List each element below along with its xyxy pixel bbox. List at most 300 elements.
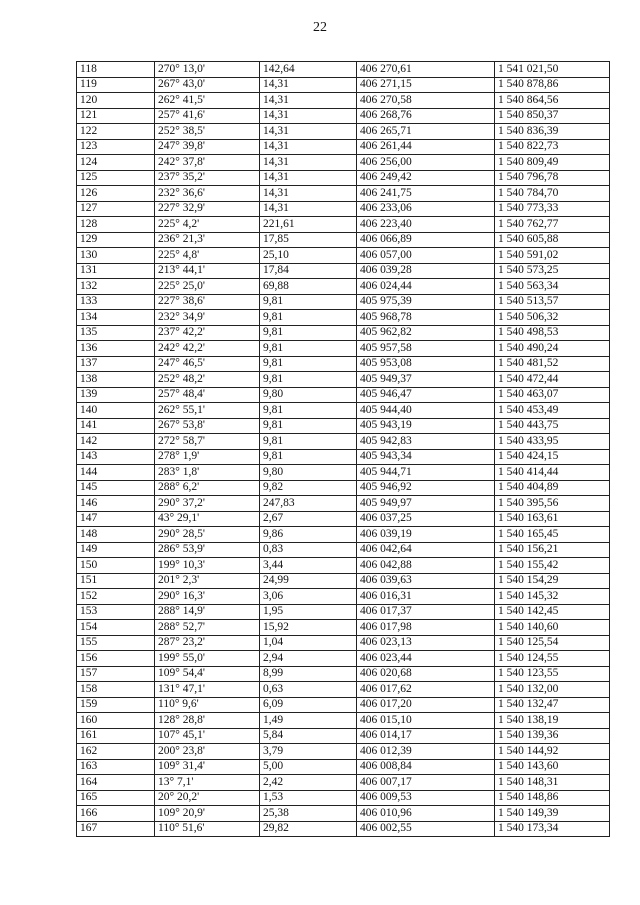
distance-cell: 9,81 xyxy=(260,341,357,357)
y-coordinate-cell: 1 540 139,36 xyxy=(495,728,610,744)
x-coordinate-cell: 406 020,68 xyxy=(357,666,495,682)
y-coordinate-cell: 1 540 463,07 xyxy=(495,387,610,403)
point-number-cell: 135 xyxy=(77,325,155,341)
x-coordinate-cell: 406 057,00 xyxy=(357,248,495,264)
distance-cell: 9,80 xyxy=(260,387,357,403)
distance-cell: 14,31 xyxy=(260,201,357,217)
direction-angle-cell: 257° 48,4' xyxy=(155,387,260,403)
table-row xyxy=(77,666,610,682)
point-number-cell: 165 xyxy=(77,790,155,806)
distance-cell: 5,00 xyxy=(260,759,357,775)
x-coordinate-cell: 406 223,40 xyxy=(357,217,495,233)
direction-angle-cell: 262° 41,5' xyxy=(155,93,260,109)
y-coordinate-cell: 1 540 140,60 xyxy=(495,620,610,636)
direction-angle-cell: 232° 34,9' xyxy=(155,310,260,326)
point-number-cell: 157 xyxy=(77,666,155,682)
direction-angle-cell: 109° 54,4' xyxy=(155,666,260,682)
x-coordinate-cell: 406 270,58 xyxy=(357,93,495,109)
point-number-cell: 145 xyxy=(77,480,155,496)
direction-angle-cell: 237° 42,2' xyxy=(155,325,260,341)
distance-cell: 17,85 xyxy=(260,232,357,248)
x-coordinate-cell: 405 946,92 xyxy=(357,480,495,496)
table-row xyxy=(77,310,610,326)
point-number-cell: 122 xyxy=(77,124,155,140)
direction-angle-cell: 213° 44,1' xyxy=(155,263,260,279)
point-number-cell: 133 xyxy=(77,294,155,310)
x-coordinate-cell: 405 942,83 xyxy=(357,434,495,450)
table-row xyxy=(77,542,610,558)
y-coordinate-cell: 1 540 148,31 xyxy=(495,775,610,791)
direction-angle-cell: 227° 38,6' xyxy=(155,294,260,310)
x-coordinate-cell: 405 944,40 xyxy=(357,403,495,419)
distance-cell: 9,81 xyxy=(260,372,357,388)
table-row xyxy=(77,434,610,450)
table-row xyxy=(77,790,610,806)
distance-cell: 14,31 xyxy=(260,186,357,202)
y-coordinate-cell: 1 540 591,02 xyxy=(495,248,610,264)
distance-cell: 142,64 xyxy=(260,62,357,78)
y-coordinate-cell: 1 540 453,49 xyxy=(495,403,610,419)
point-number-cell: 120 xyxy=(77,93,155,109)
point-number-cell: 130 xyxy=(77,248,155,264)
direction-angle-cell: 278° 1,9' xyxy=(155,449,260,465)
point-number-cell: 151 xyxy=(77,573,155,589)
point-number-cell: 156 xyxy=(77,651,155,667)
direction-angle-cell: 13° 7,1' xyxy=(155,775,260,791)
direction-angle-cell: 287° 23,2' xyxy=(155,635,260,651)
x-coordinate-cell: 406 241,75 xyxy=(357,186,495,202)
y-coordinate-cell: 1 540 132,00 xyxy=(495,682,610,698)
x-coordinate-cell: 406 017,98 xyxy=(357,620,495,636)
table-row xyxy=(77,728,610,744)
point-number-cell: 155 xyxy=(77,635,155,651)
direction-angle-cell: 242° 42,2' xyxy=(155,341,260,357)
direction-angle-cell: 257° 41,6' xyxy=(155,108,260,124)
x-coordinate-cell: 406 007,17 xyxy=(357,775,495,791)
y-coordinate-cell: 1 540 864,56 xyxy=(495,93,610,109)
distance-cell: 3,79 xyxy=(260,744,357,760)
table-row xyxy=(77,201,610,217)
x-coordinate-cell: 406 037,25 xyxy=(357,511,495,527)
x-coordinate-cell: 406 271,15 xyxy=(357,77,495,93)
distance-cell: 1,95 xyxy=(260,604,357,620)
table-row xyxy=(77,697,610,713)
table-row xyxy=(77,527,610,543)
direction-angle-cell: 267° 53,8' xyxy=(155,418,260,434)
y-coordinate-cell: 1 540 490,24 xyxy=(495,341,610,357)
point-number-cell: 160 xyxy=(77,713,155,729)
y-coordinate-cell: 1 540 424,15 xyxy=(495,449,610,465)
distance-cell: 8,99 xyxy=(260,666,357,682)
point-number-cell: 129 xyxy=(77,232,155,248)
y-coordinate-cell: 1 540 404,89 xyxy=(495,480,610,496)
table-row xyxy=(77,387,610,403)
table-row xyxy=(77,775,610,791)
direction-angle-cell: 242° 37,8' xyxy=(155,155,260,171)
table-row xyxy=(77,263,610,279)
direction-angle-cell: 200° 23,8' xyxy=(155,744,260,760)
point-number-cell: 141 xyxy=(77,418,155,434)
direction-angle-cell: 288° 6,2' xyxy=(155,480,260,496)
y-coordinate-cell: 1 540 123,55 xyxy=(495,666,610,682)
y-coordinate-cell: 1 540 836,39 xyxy=(495,124,610,140)
distance-cell: 221,61 xyxy=(260,217,357,233)
y-coordinate-cell: 1 540 173,34 xyxy=(495,821,610,837)
x-coordinate-cell: 406 039,28 xyxy=(357,263,495,279)
distance-cell: 1,53 xyxy=(260,790,357,806)
y-coordinate-cell: 1 540 513,57 xyxy=(495,294,610,310)
table-row xyxy=(77,294,610,310)
table-row xyxy=(77,713,610,729)
table-row xyxy=(77,558,610,574)
y-coordinate-cell: 1 540 605,88 xyxy=(495,232,610,248)
x-coordinate-cell: 405 946,47 xyxy=(357,387,495,403)
table-row xyxy=(77,217,610,233)
distance-cell: 25,38 xyxy=(260,806,357,822)
direction-angle-cell: 262° 55,1' xyxy=(155,403,260,419)
distance-cell: 1,49 xyxy=(260,713,357,729)
point-number-cell: 142 xyxy=(77,434,155,450)
table-row xyxy=(77,806,610,822)
y-coordinate-cell: 1 540 498,53 xyxy=(495,325,610,341)
y-coordinate-cell: 1 540 414,44 xyxy=(495,465,610,481)
direction-angle-cell: 270° 13,0' xyxy=(155,62,260,78)
x-coordinate-cell: 406 015,10 xyxy=(357,713,495,729)
point-number-cell: 140 xyxy=(77,403,155,419)
x-coordinate-cell: 406 023,44 xyxy=(357,651,495,667)
distance-cell: 9,80 xyxy=(260,465,357,481)
distance-cell: 14,31 xyxy=(260,155,357,171)
direction-angle-cell: 236° 21,3' xyxy=(155,232,260,248)
direction-angle-cell: 227° 32,9' xyxy=(155,201,260,217)
point-number-cell: 164 xyxy=(77,775,155,791)
table-row xyxy=(77,325,610,341)
point-number-cell: 131 xyxy=(77,263,155,279)
point-number-cell: 128 xyxy=(77,217,155,233)
distance-cell: 14,31 xyxy=(260,108,357,124)
y-coordinate-cell: 1 540 149,39 xyxy=(495,806,610,822)
direction-angle-cell: 43° 29,1' xyxy=(155,511,260,527)
distance-cell: 14,31 xyxy=(260,124,357,140)
y-coordinate-cell: 1 540 124,55 xyxy=(495,651,610,667)
x-coordinate-cell: 406 002,55 xyxy=(357,821,495,837)
table-row xyxy=(77,77,610,93)
point-number-cell: 149 xyxy=(77,542,155,558)
distance-cell: 9,81 xyxy=(260,310,357,326)
distance-cell: 14,31 xyxy=(260,170,357,186)
distance-cell: 5,84 xyxy=(260,728,357,744)
table-row xyxy=(77,93,610,109)
x-coordinate-cell: 406 017,20 xyxy=(357,697,495,713)
x-coordinate-cell: 405 968,78 xyxy=(357,310,495,326)
distance-cell: 14,31 xyxy=(260,139,357,155)
point-number-cell: 153 xyxy=(77,604,155,620)
direction-angle-cell: 290° 37,2' xyxy=(155,496,260,512)
distance-cell: 9,82 xyxy=(260,480,357,496)
distance-cell: 3,06 xyxy=(260,589,357,605)
distance-cell: 2,42 xyxy=(260,775,357,791)
point-number-cell: 154 xyxy=(77,620,155,636)
table-row xyxy=(77,279,610,295)
x-coordinate-cell: 405 957,58 xyxy=(357,341,495,357)
x-coordinate-cell: 405 943,19 xyxy=(357,418,495,434)
y-coordinate-cell: 1 540 154,29 xyxy=(495,573,610,589)
y-coordinate-cell: 1 540 165,45 xyxy=(495,527,610,543)
direction-angle-cell: 131° 47,1' xyxy=(155,682,260,698)
y-coordinate-cell: 1 540 155,42 xyxy=(495,558,610,574)
point-number-cell: 148 xyxy=(77,527,155,543)
point-number-cell: 167 xyxy=(77,821,155,837)
y-coordinate-cell: 1 540 796,78 xyxy=(495,170,610,186)
point-number-cell: 127 xyxy=(77,201,155,217)
direction-angle-cell: 247° 46,5' xyxy=(155,356,260,372)
table-row xyxy=(77,170,610,186)
distance-cell: 14,31 xyxy=(260,77,357,93)
x-coordinate-cell: 406 016,31 xyxy=(357,589,495,605)
x-coordinate-cell: 406 024,44 xyxy=(357,279,495,295)
y-coordinate-cell: 1 540 822,73 xyxy=(495,139,610,155)
distance-cell: 69,88 xyxy=(260,279,357,295)
table-row xyxy=(77,449,610,465)
x-coordinate-cell: 406 261,44 xyxy=(357,139,495,155)
direction-angle-cell: 225° 4,2' xyxy=(155,217,260,233)
y-coordinate-cell: 1 540 145,32 xyxy=(495,589,610,605)
x-coordinate-cell: 405 944,71 xyxy=(357,465,495,481)
y-coordinate-cell: 1 540 472,44 xyxy=(495,372,610,388)
x-coordinate-cell: 405 949,97 xyxy=(357,496,495,512)
x-coordinate-cell: 406 249,42 xyxy=(357,170,495,186)
distance-cell: 9,81 xyxy=(260,449,357,465)
point-number-cell: 118 xyxy=(77,62,155,78)
table-row xyxy=(77,682,610,698)
direction-angle-cell: 283° 1,8' xyxy=(155,465,260,481)
direction-angle-cell: 110° 9,6' xyxy=(155,697,260,713)
table-row xyxy=(77,511,610,527)
direction-angle-cell: 286° 53,9' xyxy=(155,542,260,558)
y-coordinate-cell: 1 540 163,61 xyxy=(495,511,610,527)
x-coordinate-cell: 406 008,84 xyxy=(357,759,495,775)
table-row xyxy=(77,418,610,434)
table-row xyxy=(77,759,610,775)
direction-angle-cell: 225° 4,8' xyxy=(155,248,260,264)
direction-angle-cell: 107° 45,1' xyxy=(155,728,260,744)
point-number-cell: 161 xyxy=(77,728,155,744)
table-row xyxy=(77,573,610,589)
direction-angle-cell: 237° 35,2' xyxy=(155,170,260,186)
direction-angle-cell: 247° 39,8' xyxy=(155,139,260,155)
x-coordinate-cell: 406 233,06 xyxy=(357,201,495,217)
direction-angle-cell: 225° 25,0' xyxy=(155,279,260,295)
point-number-cell: 147 xyxy=(77,511,155,527)
distance-cell: 9,81 xyxy=(260,403,357,419)
distance-cell: 29,82 xyxy=(260,821,357,837)
point-number-cell: 159 xyxy=(77,697,155,713)
distance-cell: 2,67 xyxy=(260,511,357,527)
point-number-cell: 124 xyxy=(77,155,155,171)
distance-cell: 0,83 xyxy=(260,542,357,558)
x-coordinate-cell: 406 009,53 xyxy=(357,790,495,806)
point-number-cell: 152 xyxy=(77,589,155,605)
distance-cell: 2,94 xyxy=(260,651,357,667)
table-row xyxy=(77,108,610,124)
table-row xyxy=(77,372,610,388)
x-coordinate-cell: 406 017,62 xyxy=(357,682,495,698)
x-coordinate-cell: 406 042,88 xyxy=(357,558,495,574)
direction-angle-cell: 288° 52,7' xyxy=(155,620,260,636)
distance-cell: 3,44 xyxy=(260,558,357,574)
distance-cell: 9,81 xyxy=(260,294,357,310)
distance-cell: 9,86 xyxy=(260,527,357,543)
table-row xyxy=(77,480,610,496)
table-row xyxy=(77,186,610,202)
point-number-cell: 119 xyxy=(77,77,155,93)
y-coordinate-cell: 1 540 138,19 xyxy=(495,713,610,729)
table-row xyxy=(77,124,610,140)
distance-cell: 9,81 xyxy=(260,418,357,434)
y-coordinate-cell: 1 540 773,33 xyxy=(495,201,610,217)
point-number-cell: 158 xyxy=(77,682,155,698)
point-number-cell: 166 xyxy=(77,806,155,822)
direction-angle-cell: 128° 28,8' xyxy=(155,713,260,729)
y-coordinate-cell: 1 540 506,32 xyxy=(495,310,610,326)
table-row xyxy=(77,232,610,248)
distance-cell: 9,81 xyxy=(260,325,357,341)
y-coordinate-cell: 1 540 142,45 xyxy=(495,604,610,620)
table-row xyxy=(77,356,610,372)
direction-angle-cell: 109° 20,9' xyxy=(155,806,260,822)
table-row xyxy=(77,155,610,171)
direction-angle-cell: 288° 14,9' xyxy=(155,604,260,620)
direction-angle-cell: 20° 20,2' xyxy=(155,790,260,806)
point-number-cell: 163 xyxy=(77,759,155,775)
y-coordinate-cell: 1 540 125,54 xyxy=(495,635,610,651)
point-number-cell: 132 xyxy=(77,279,155,295)
x-coordinate-cell: 406 268,76 xyxy=(357,108,495,124)
x-coordinate-cell: 405 949,37 xyxy=(357,372,495,388)
direction-angle-cell: 252° 38,5' xyxy=(155,124,260,140)
table-row xyxy=(77,620,610,636)
table-row xyxy=(77,248,610,264)
x-coordinate-cell: 406 042,64 xyxy=(357,542,495,558)
direction-angle-cell: 199° 10,3' xyxy=(155,558,260,574)
direction-angle-cell: 290° 28,5' xyxy=(155,527,260,543)
y-coordinate-cell: 1 540 850,37 xyxy=(495,108,610,124)
y-coordinate-cell: 1 541 021,50 xyxy=(495,62,610,78)
table-row xyxy=(77,589,610,605)
direction-angle-cell: 290° 16,3' xyxy=(155,589,260,605)
table-row xyxy=(77,139,610,155)
distance-cell: 247,83 xyxy=(260,496,357,512)
x-coordinate-cell: 405 975,39 xyxy=(357,294,495,310)
table-row xyxy=(77,744,610,760)
distance-cell: 6,09 xyxy=(260,697,357,713)
distance-cell: 17,84 xyxy=(260,263,357,279)
y-coordinate-cell: 1 540 762,77 xyxy=(495,217,610,233)
direction-angle-cell: 272° 58,7' xyxy=(155,434,260,450)
y-coordinate-cell: 1 540 148,86 xyxy=(495,790,610,806)
table-row xyxy=(77,62,610,78)
x-coordinate-cell: 406 066,89 xyxy=(357,232,495,248)
direction-angle-cell: 199° 55,0' xyxy=(155,651,260,667)
point-number-cell: 150 xyxy=(77,558,155,574)
table-row xyxy=(77,403,610,419)
point-number-cell: 143 xyxy=(77,449,155,465)
x-coordinate-cell: 406 012,39 xyxy=(357,744,495,760)
distance-cell: 0,63 xyxy=(260,682,357,698)
point-number-cell: 123 xyxy=(77,139,155,155)
y-coordinate-cell: 1 540 395,56 xyxy=(495,496,610,512)
point-number-cell: 136 xyxy=(77,341,155,357)
direction-angle-cell: 232° 36,6' xyxy=(155,186,260,202)
distance-cell: 24,99 xyxy=(260,573,357,589)
table-row xyxy=(77,821,610,837)
y-coordinate-cell: 1 540 573,25 xyxy=(495,263,610,279)
x-coordinate-cell: 405 943,34 xyxy=(357,449,495,465)
point-number-cell: 139 xyxy=(77,387,155,403)
distance-cell: 1,04 xyxy=(260,635,357,651)
point-number-cell: 138 xyxy=(77,372,155,388)
distance-cell: 9,81 xyxy=(260,356,357,372)
table-row xyxy=(77,651,610,667)
direction-angle-cell: 110° 51,6' xyxy=(155,821,260,837)
point-number-cell: 162 xyxy=(77,744,155,760)
y-coordinate-cell: 1 540 481,52 xyxy=(495,356,610,372)
x-coordinate-cell: 405 953,08 xyxy=(357,356,495,372)
point-number-cell: 125 xyxy=(77,170,155,186)
x-coordinate-cell: 406 265,71 xyxy=(357,124,495,140)
point-number-cell: 126 xyxy=(77,186,155,202)
x-coordinate-cell: 405 962,82 xyxy=(357,325,495,341)
x-coordinate-cell: 406 017,37 xyxy=(357,604,495,620)
point-number-cell: 137 xyxy=(77,356,155,372)
y-coordinate-cell: 1 540 144,92 xyxy=(495,744,610,760)
y-coordinate-cell: 1 540 809,49 xyxy=(495,155,610,171)
y-coordinate-cell: 1 540 132,47 xyxy=(495,697,610,713)
y-coordinate-cell: 1 540 143,60 xyxy=(495,759,610,775)
y-coordinate-cell: 1 540 156,21 xyxy=(495,542,610,558)
y-coordinate-cell: 1 540 433,95 xyxy=(495,434,610,450)
point-number-cell: 134 xyxy=(77,310,155,326)
x-coordinate-cell: 406 010,96 xyxy=(357,806,495,822)
y-coordinate-cell: 1 540 563,34 xyxy=(495,279,610,295)
y-coordinate-cell: 1 540 878,86 xyxy=(495,77,610,93)
distance-cell: 15,92 xyxy=(260,620,357,636)
x-coordinate-cell: 406 270,61 xyxy=(357,62,495,78)
point-number-cell: 144 xyxy=(77,465,155,481)
direction-angle-cell: 267° 43,0' xyxy=(155,77,260,93)
x-coordinate-cell: 406 039,63 xyxy=(357,573,495,589)
page-number: 22 xyxy=(313,20,327,35)
distance-cell: 14,31 xyxy=(260,93,357,109)
coordinates-table xyxy=(76,61,610,837)
distance-cell: 25,10 xyxy=(260,248,357,264)
table-row xyxy=(77,496,610,512)
direction-angle-cell: 201° 2,3' xyxy=(155,573,260,589)
table-row xyxy=(77,604,610,620)
direction-angle-cell: 109° 31,4' xyxy=(155,759,260,775)
table-row xyxy=(77,465,610,481)
y-coordinate-cell: 1 540 784,70 xyxy=(495,186,610,202)
point-number-cell: 121 xyxy=(77,108,155,124)
table-row xyxy=(77,635,610,651)
direction-angle-cell: 252° 48,2' xyxy=(155,372,260,388)
x-coordinate-cell: 406 014,17 xyxy=(357,728,495,744)
point-number-cell: 146 xyxy=(77,496,155,512)
x-coordinate-cell: 406 023,13 xyxy=(357,635,495,651)
x-coordinate-cell: 406 039,19 xyxy=(357,527,495,543)
y-coordinate-cell: 1 540 443,75 xyxy=(495,418,610,434)
distance-cell: 9,81 xyxy=(260,434,357,450)
